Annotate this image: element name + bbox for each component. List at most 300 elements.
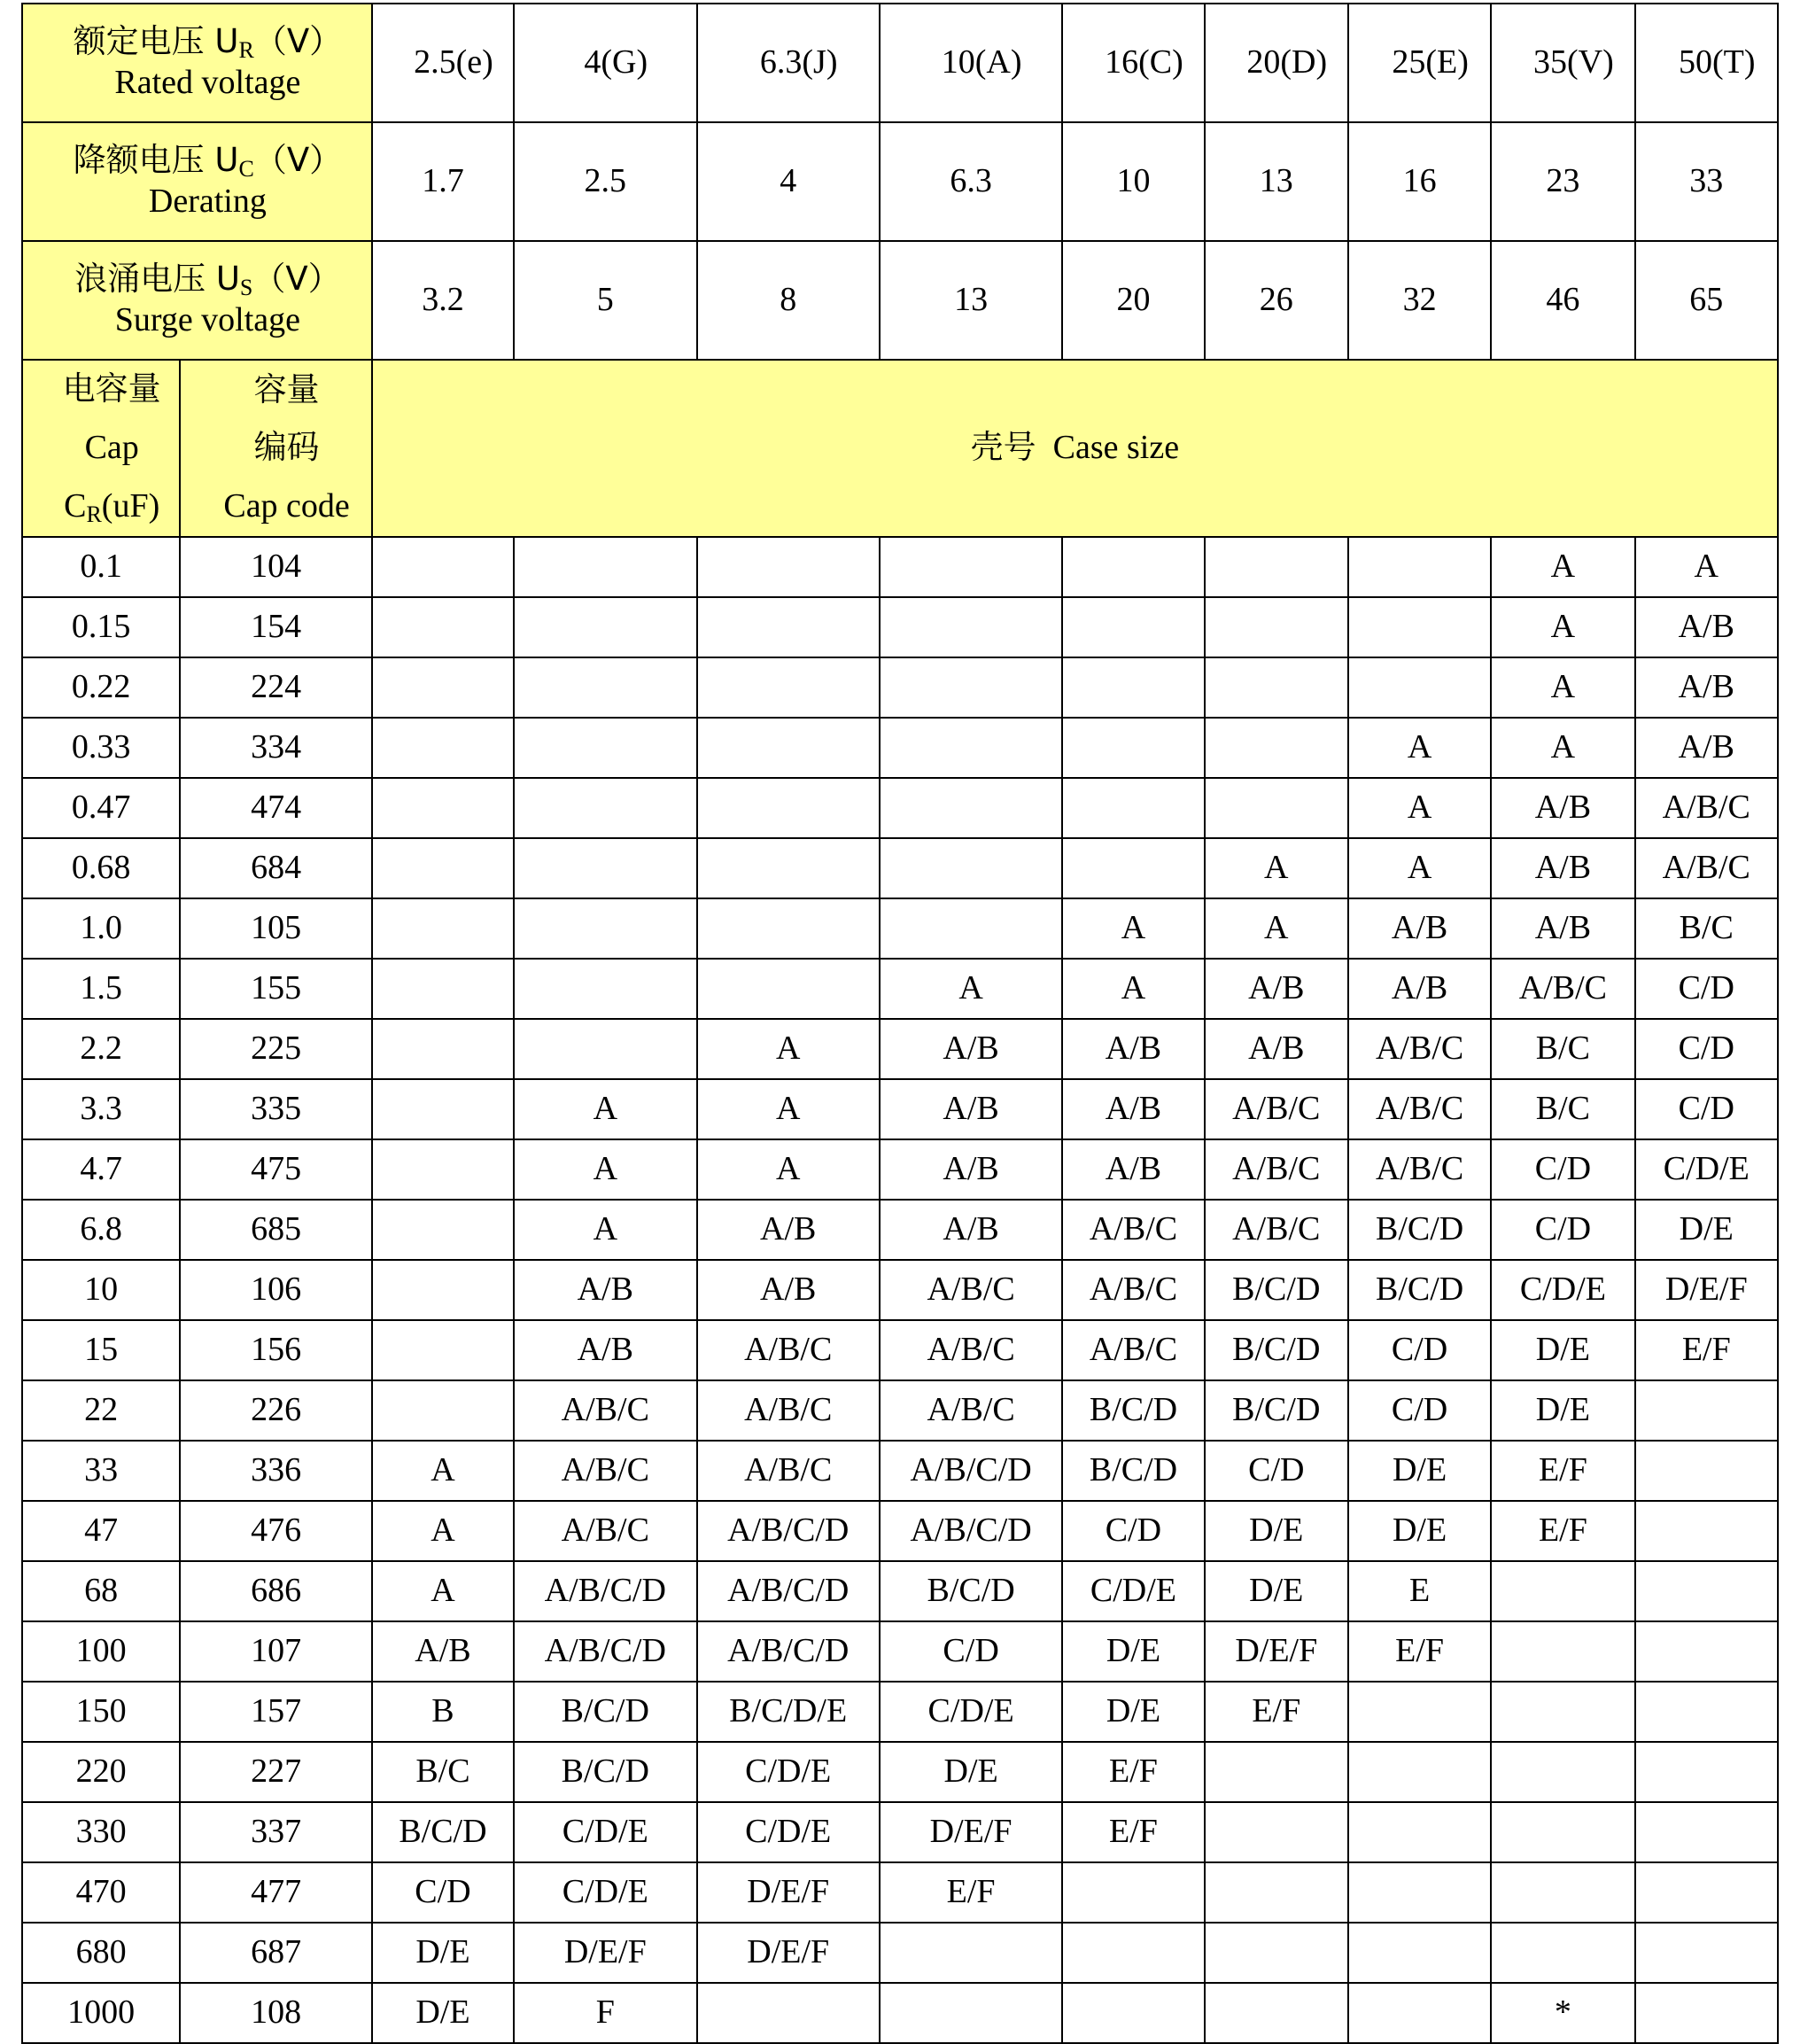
cap-value-cell: 220 (22, 1742, 180, 1802)
case-size-cell: A/B/C (1348, 1019, 1491, 1079)
cap-code-cell: 336 (180, 1441, 371, 1501)
cap-code-cell: 226 (180, 1380, 371, 1441)
case-size-cell: A/B/C/D (514, 1621, 696, 1682)
case-size-cell: A/B/C (697, 1380, 880, 1441)
cap-value-cell: 4.7 (22, 1139, 180, 1200)
case-size-cell: A/B/C (514, 1501, 696, 1561)
case-size-cell (1205, 537, 1348, 597)
case-size-cell: B/C/D (1348, 1260, 1491, 1320)
case-size-cell: C/D (1348, 1380, 1491, 1441)
cap-code-cell: 684 (180, 838, 371, 898)
voltage-value-cell: 65 (1635, 241, 1778, 360)
case-size-header-en: Case size (1052, 429, 1180, 467)
cap-code-cell: 224 (180, 657, 371, 718)
table-row (22, 1923, 1778, 1983)
case-size-cell (880, 718, 1062, 778)
case-size-cell (1348, 657, 1491, 718)
table-row (22, 1019, 1778, 1079)
case-size-cell: D/E (1205, 1561, 1348, 1621)
case-size-cell: D/E (1348, 1501, 1491, 1561)
case-size-cell: A/B (372, 1621, 514, 1682)
cap-value-cell: 0.15 (22, 597, 180, 657)
case-size-cell (880, 597, 1062, 657)
case-size-cell (1205, 1983, 1348, 2043)
case-size-cell: B/C/D (1205, 1380, 1348, 1441)
table-row (22, 1862, 1778, 1923)
case-size-cell: A/B (514, 1260, 696, 1320)
case-size-cell: A/B/C (1635, 838, 1778, 898)
table-row (22, 1260, 1778, 1320)
voltage-label-unit: （V） (252, 260, 341, 299)
case-size-cell: A/B (1348, 959, 1491, 1019)
case-size-cell (1348, 1742, 1491, 1802)
table-row (22, 959, 1778, 1019)
case-size-cell: C/D (372, 1862, 514, 1923)
case-size-cell (880, 838, 1062, 898)
case-size-cell: B/C/D (1062, 1441, 1204, 1501)
cap-value-cell: 22 (22, 1380, 180, 1441)
case-size-cell: A (1348, 718, 1491, 778)
cap-code-cell: 157 (180, 1682, 371, 1742)
case-size-cell: D/E (372, 1923, 514, 1983)
cap-value-cell: 0.47 (22, 778, 180, 838)
case-size-cell: A (1348, 838, 1491, 898)
case-size-cell (1491, 1561, 1634, 1621)
case-size-cell: D/E/F (880, 1802, 1062, 1862)
capacitor-case-size-table (21, 3, 1779, 2044)
cap-code-cell: 475 (180, 1139, 371, 1200)
table-row (22, 1320, 1778, 1380)
cap-code-cell: 156 (180, 1320, 371, 1380)
case-size-cell: B/C (1635, 898, 1778, 959)
case-size-cell: A/B/C/D (880, 1501, 1062, 1561)
case-size-cell (514, 959, 696, 1019)
voltage-value-cell: 23 (1491, 122, 1634, 241)
voltage-value-cell: 26 (1205, 241, 1348, 360)
case-size-cell (697, 537, 880, 597)
case-size-cell (514, 718, 696, 778)
case-size-cell: A (1205, 838, 1348, 898)
voltage-label-line (44, 260, 371, 300)
voltage-value-cell: 6.3(J) (697, 4, 880, 122)
case-size-cell: D/E (1062, 1621, 1204, 1682)
cap-value-cell: 3.3 (22, 1079, 180, 1139)
case-size-cell: A/B (1205, 959, 1348, 1019)
case-size-cell: E/F (880, 1862, 1062, 1923)
cap-value-cell: 47 (22, 1501, 180, 1561)
voltage-value-cell: 5 (514, 241, 696, 360)
cap-code-cell: 154 (180, 597, 371, 657)
cap-code-cell: 334 (180, 718, 371, 778)
voltage-value-cell: 25(E) (1348, 4, 1491, 122)
case-size-cell (697, 838, 880, 898)
case-size-cell (880, 778, 1062, 838)
case-size-cell (1348, 1682, 1491, 1742)
voltage-value-cell: 20(D) (1205, 4, 1348, 122)
case-size-cell: C/D (1635, 1079, 1778, 1139)
case-size-cell: A/B/C (880, 1320, 1062, 1380)
cap-code-cell: 477 (180, 1862, 371, 1923)
cap-unit-rest: (uF) (101, 487, 160, 525)
case-size-cell: A/B (1635, 597, 1778, 657)
voltage-value-cell: 13 (880, 241, 1062, 360)
case-size-cell: A/B/C/D (880, 1441, 1062, 1501)
case-size-cell (372, 718, 514, 778)
case-size-cell: B/C/D (1205, 1260, 1348, 1320)
case-size-cell: A/B/C (514, 1380, 696, 1441)
table-row (22, 898, 1778, 959)
case-size-cell: A/B/C (514, 1441, 696, 1501)
case-size-cell: A/B (880, 1019, 1062, 1079)
voltage-label-en: Surge voltage (114, 301, 301, 338)
voltage-value-cell: 3.2 (372, 241, 514, 360)
cap-column-header (22, 360, 180, 537)
case-size-cell (372, 898, 514, 959)
case-size-cell (1205, 778, 1348, 838)
case-size-cell (697, 1983, 880, 2043)
voltage-row-label (22, 122, 372, 241)
case-size-cell: C/D (1491, 1200, 1634, 1260)
voltage-value-cell: 2.5 (514, 122, 696, 241)
cap-code-cell: 108 (180, 1983, 371, 2043)
case-size-cell (1491, 1802, 1634, 1862)
case-size-cell: C/D (1348, 1320, 1491, 1380)
table-row (22, 1802, 1778, 1862)
case-size-cell: A (697, 1139, 880, 1200)
voltage-label-subscript: R (238, 37, 254, 64)
case-size-header-zh: 壳号 (970, 428, 1036, 467)
case-size-cell (1491, 1682, 1634, 1742)
case-size-cell (1205, 718, 1348, 778)
case-size-cell (372, 1019, 514, 1079)
case-size-cell (372, 838, 514, 898)
case-size-cell: E/F (1348, 1621, 1491, 1682)
case-size-cell: C/D (1062, 1501, 1204, 1561)
case-size-cell: A/B (1205, 1019, 1348, 1079)
table-row (22, 1983, 1778, 2043)
case-size-cell: A/B (880, 1139, 1062, 1200)
voltage-label-zh: 额定电压 U (73, 22, 239, 61)
case-size-cell (1635, 1802, 1778, 1862)
case-size-cell: A/B (1635, 718, 1778, 778)
case-size-cell: A (880, 959, 1062, 1019)
case-size-cell: A/B (880, 1079, 1062, 1139)
case-size-cell: D/E (1491, 1380, 1634, 1441)
case-size-cell (1062, 537, 1204, 597)
table-row (22, 657, 1778, 718)
case-size-cell: D/E/F (1635, 1260, 1778, 1320)
case-size-cell (1205, 1742, 1348, 1802)
case-size-cell: A/B (697, 1200, 880, 1260)
cap-value-cell: 33 (22, 1441, 180, 1501)
case-size-cell (1491, 1923, 1634, 1983)
case-size-cell: E (1348, 1561, 1491, 1621)
table-row (22, 1501, 1778, 1561)
case-size-cell (1205, 657, 1348, 718)
cap-unit-main: C (64, 487, 87, 525)
voltage-value-cell: 32 (1348, 241, 1491, 360)
cap-value-cell: 6.8 (22, 1200, 180, 1260)
case-size-cell (372, 778, 514, 838)
case-size-cell: C/D/E (697, 1742, 880, 1802)
case-size-cell: D/E/F (697, 1862, 880, 1923)
voltage-label-en: Derating (148, 183, 267, 220)
case-size-cell (372, 657, 514, 718)
case-size-cell: A/B (1491, 898, 1634, 959)
table-row (22, 1441, 1778, 1501)
case-size-cell: A (697, 1079, 880, 1139)
cap-value-cell: 68 (22, 1561, 180, 1621)
case-size-cell: A/B/C (1205, 1139, 1348, 1200)
cap-code-cell: 686 (180, 1561, 371, 1621)
case-size-cell (1491, 1742, 1634, 1802)
table-row (22, 778, 1778, 838)
voltage-value-cell: 13 (1205, 122, 1348, 241)
case-size-cell (880, 657, 1062, 718)
case-size-cell: B (372, 1682, 514, 1742)
cap-code-cell: 335 (180, 1079, 371, 1139)
case-size-cell: A/B (1491, 778, 1634, 838)
voltage-label-line (44, 22, 371, 63)
case-size-cell (1205, 1923, 1348, 1983)
case-size-cell: A/B (1635, 657, 1778, 718)
case-size-cell: A/B (880, 1200, 1062, 1260)
case-size-cell: A/B (697, 1260, 880, 1320)
case-size-cell (1062, 778, 1204, 838)
voltage-value-cell: 10 (1062, 122, 1204, 241)
case-size-cell (1635, 1561, 1778, 1621)
case-size-cell: B/C/D (1348, 1200, 1491, 1260)
table-row (22, 1561, 1778, 1621)
cap-code-cell: 476 (180, 1501, 371, 1561)
voltage-label-unit: （V） (253, 141, 343, 180)
voltage-value-cell: 33 (1635, 122, 1778, 241)
case-size-cell: A (1348, 778, 1491, 838)
case-size-cell (1205, 1862, 1348, 1923)
voltage-header-row (22, 122, 1778, 241)
cap-code-cell: 685 (180, 1200, 371, 1260)
cap-value-cell: 2.2 (22, 1019, 180, 1079)
voltage-value-cell: 8 (697, 241, 880, 360)
case-size-cell (1062, 597, 1204, 657)
case-size-cell (372, 1139, 514, 1200)
case-size-cell: A/B/C (1491, 959, 1634, 1019)
case-size-cell: A (1635, 537, 1778, 597)
case-size-cell: B/C/D (372, 1802, 514, 1862)
case-size-cell (372, 1200, 514, 1260)
column-header-row (22, 360, 1778, 537)
voltage-label-unit: （V） (253, 22, 343, 61)
case-size-cell: A/B/C (1635, 778, 1778, 838)
cap-header-unit (44, 477, 179, 536)
cap-value-cell: 0.22 (22, 657, 180, 718)
case-size-cell (880, 537, 1062, 597)
cap-code-cell: 104 (180, 537, 371, 597)
case-size-cell: A (1491, 597, 1634, 657)
case-size-cell: C/D (1491, 1139, 1634, 1200)
voltage-label-subscript: S (239, 275, 253, 301)
case-size-cell: A (372, 1501, 514, 1561)
table-row (22, 1682, 1778, 1742)
case-size-cell: E/F (1205, 1682, 1348, 1742)
voltage-value-cell: 10(A) (880, 4, 1062, 122)
case-size-cell (697, 778, 880, 838)
table-row (22, 1200, 1778, 1260)
case-size-cell: A/B/C (1062, 1320, 1204, 1380)
case-size-cell (1635, 1742, 1778, 1802)
cap-code-cell: 105 (180, 898, 371, 959)
cap-code-cell: 687 (180, 1923, 371, 1983)
case-size-cell (1348, 1862, 1491, 1923)
voltage-value-cell: 50(T) (1635, 4, 1778, 122)
case-size-cell (514, 1019, 696, 1079)
case-size-cell (1635, 1862, 1778, 1923)
case-size-cell: A/B/C (1348, 1139, 1491, 1200)
case-size-cell: B/C/D/E (697, 1682, 880, 1742)
case-size-cell (697, 718, 880, 778)
case-size-cell (1205, 1802, 1348, 1862)
cap-header-zh: 电容量 (62, 369, 161, 408)
case-size-cell: A/B/C/D (514, 1561, 696, 1621)
case-size-cell: D/E (1205, 1501, 1348, 1561)
case-size-cell (372, 1260, 514, 1320)
case-size-cell: E/F (1062, 1742, 1204, 1802)
voltage-label-zh: 浪涌电压 U (74, 260, 240, 299)
case-size-cell: C/D/E (880, 1682, 1062, 1742)
cap-code-cell: 155 (180, 959, 371, 1019)
voltage-value-cell: 4 (697, 122, 880, 241)
voltage-label-en: Rated voltage (114, 64, 301, 101)
case-size-cell (372, 597, 514, 657)
case-size-cell: A (1491, 657, 1634, 718)
case-size-cell: A/B/C/D (697, 1501, 880, 1561)
voltage-label-line (44, 141, 371, 182)
cap-value-cell: 100 (22, 1621, 180, 1682)
case-size-cell: C/D/E (1062, 1561, 1204, 1621)
case-size-cell: C/D (1205, 1441, 1348, 1501)
case-size-cell (1062, 1862, 1204, 1923)
case-size-cell: C/D (1635, 959, 1778, 1019)
case-size-cell (514, 898, 696, 959)
voltage-row-label (22, 4, 372, 122)
case-size-cell (1635, 1380, 1778, 1441)
cap-value-cell: 0.1 (22, 537, 180, 597)
case-size-cell: B/C/D (514, 1682, 696, 1742)
cap-value-cell: 330 (22, 1802, 180, 1862)
case-size-cell: F (514, 1983, 696, 2043)
table-row (22, 1139, 1778, 1200)
case-size-cell: B/C/D (880, 1561, 1062, 1621)
case-size-cell (1348, 597, 1491, 657)
case-size-header (372, 360, 1778, 537)
case-size-cell (880, 898, 1062, 959)
case-size-cell: A/B/C (1062, 1260, 1204, 1320)
cap-code-column-header (180, 360, 371, 537)
case-size-cell (1348, 537, 1491, 597)
case-size-cell (372, 1380, 514, 1441)
case-size-cell (1491, 1621, 1634, 1682)
case-size-cell (697, 597, 880, 657)
cap-value-cell: 150 (22, 1682, 180, 1742)
cap-value-cell: 1000 (22, 1983, 180, 2043)
case-size-cell: C/D/E (514, 1802, 696, 1862)
case-size-cell (880, 1983, 1062, 2043)
case-size-cell: D/E (1491, 1320, 1634, 1380)
case-size-cell: A (514, 1079, 696, 1139)
voltage-header-row (22, 241, 1778, 360)
case-size-cell: D/E (1348, 1441, 1491, 1501)
table-row (22, 838, 1778, 898)
cap-value-cell: 15 (22, 1320, 180, 1380)
case-size-cell (1062, 657, 1204, 718)
case-size-cell (1635, 1621, 1778, 1682)
case-size-cell: D/E (1062, 1682, 1204, 1742)
case-size-cell (1348, 1983, 1491, 2043)
cap-code-header-zh1: 容量 (253, 370, 320, 408)
case-size-cell: A (1062, 898, 1204, 959)
voltage-label-subscript: C (238, 156, 254, 183)
voltage-header-row (22, 4, 1778, 122)
case-size-cell (880, 1923, 1062, 1983)
case-size-cell: B/C/D (1062, 1380, 1204, 1441)
case-size-cell: A/B/C (1205, 1079, 1348, 1139)
cap-value-cell: 1.0 (22, 898, 180, 959)
case-size-cell: A/B/C/D (697, 1621, 880, 1682)
table-row (22, 1380, 1778, 1441)
case-size-cell (1491, 1862, 1634, 1923)
case-size-cell: C/D/E (1491, 1260, 1634, 1320)
case-size-cell (1635, 1682, 1778, 1742)
case-size-cell: C/D/E (697, 1802, 880, 1862)
case-size-cell (697, 898, 880, 959)
case-size-cell (514, 537, 696, 597)
case-size-cell: A/B/C (1205, 1200, 1348, 1260)
case-size-cell (1635, 1501, 1778, 1561)
voltage-value-cell: 2.5(e) (372, 4, 514, 122)
case-size-cell: A (514, 1200, 696, 1260)
cap-value-cell: 680 (22, 1923, 180, 1983)
cap-code-header-en: Cap code (223, 486, 350, 525)
case-size-cell: D/E/F (514, 1923, 696, 1983)
case-size-cell (372, 537, 514, 597)
voltage-value-cell: 6.3 (880, 122, 1062, 241)
case-size-cell (372, 1320, 514, 1380)
case-size-cell: A/B/C (697, 1320, 880, 1380)
case-size-cell: D/E (880, 1742, 1062, 1802)
case-size-cell (1062, 838, 1204, 898)
case-size-cell: D/E (1635, 1200, 1778, 1260)
cap-code-cell: 474 (180, 778, 371, 838)
case-size-cell: A (697, 1019, 880, 1079)
case-size-cell (1348, 1802, 1491, 1862)
case-size-cell: E/F (1491, 1441, 1634, 1501)
voltage-label-zh: 降额电压 U (73, 141, 239, 180)
case-size-cell: A/B/C (1062, 1200, 1204, 1260)
case-size-cell: A/B (1062, 1139, 1204, 1200)
case-size-cell (1348, 1923, 1491, 1983)
case-size-cell: E/F (1491, 1501, 1634, 1561)
table-row (22, 537, 1778, 597)
case-size-cell: C/D (880, 1621, 1062, 1682)
cap-value-cell: 0.33 (22, 718, 180, 778)
case-size-cell (1062, 1923, 1204, 1983)
case-size-cell: B/C (372, 1742, 514, 1802)
case-size-cell: D/E/F (1205, 1621, 1348, 1682)
case-size-cell: A/B/C/D (697, 1561, 880, 1621)
voltage-value-cell: 16(C) (1062, 4, 1204, 122)
case-size-cell: A (1491, 537, 1634, 597)
case-size-cell: E/F (1062, 1802, 1204, 1862)
